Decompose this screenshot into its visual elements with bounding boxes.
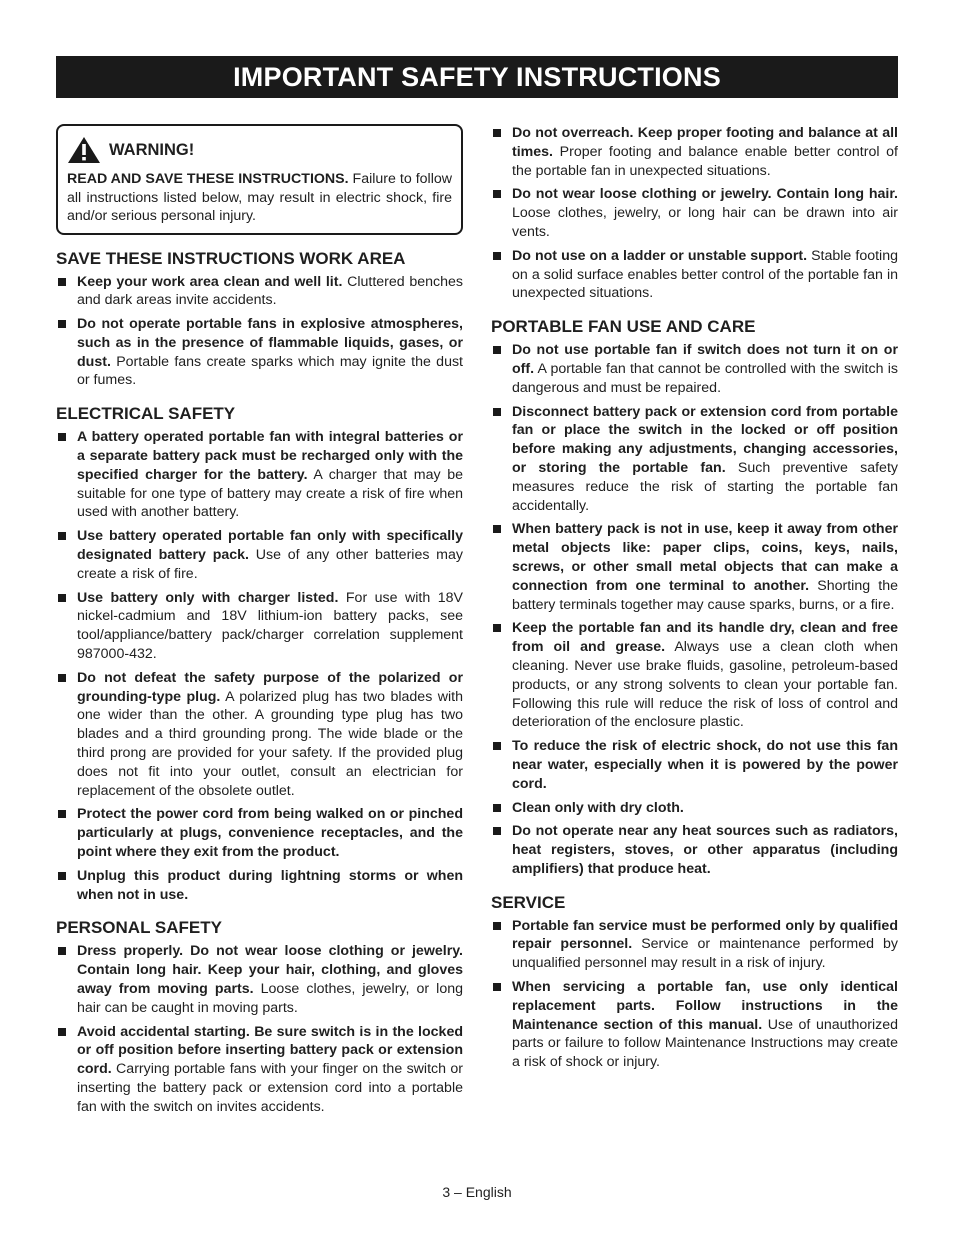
instruction-item: [491, 737, 898, 793]
square-bullet-icon: [493, 827, 501, 835]
section-heading: PORTABLE FAN USE AND CARE: [491, 317, 756, 337]
instruction-lead: Do not use portable fan if switch does not turn it on or off.: [512, 342, 898, 377]
instruction-text: Portable fans create sparks which may ignite the dust or fumes.: [77, 353, 463, 389]
square-bullet-icon: [493, 922, 501, 930]
square-bullet-icon: [58, 810, 66, 818]
warning-triangle-icon: [67, 136, 101, 164]
left-sections: [56, 249, 463, 1117]
instruction-text: Use of unauthorized parts or failure to follow Maintenance Instructions may create a risk of shock or injury.: [512, 1016, 898, 1071]
square-bullet-icon: [493, 408, 501, 416]
square-bullet-icon: [493, 624, 501, 632]
instruction-text: Stable footing on a solid surface enables better control of the portable fan in unexpected situations.: [512, 247, 898, 302]
square-bullet-icon: [493, 742, 501, 750]
instruction-item: [491, 341, 898, 397]
instruction-list: [491, 917, 898, 1072]
instruction-lead: Use battery operated portable fan only with specifically designated battery pack.: [77, 528, 463, 564]
instruction-lead: Protect the power cord from being walked on or pinched particularly at plugs, convenience receptacles, and the point where they exit from the product.: [77, 806, 463, 861]
instruction-text: Loose clothes, jewelry, or long hair can be drawn into air vents.: [512, 205, 898, 240]
instruction-lead: Do not use on a ladder or unstable support.: [512, 247, 808, 264]
square-bullet-icon: [493, 190, 501, 198]
section-personal-safety: [56, 918, 463, 1116]
instruction-text: Use of any other batteries may create a risk of fire.: [77, 547, 463, 582]
square-bullet-icon: [58, 433, 66, 441]
instruction-list: [56, 273, 463, 391]
square-bullet-icon: [58, 872, 66, 880]
instruction-item: [56, 867, 463, 905]
section-continued: [491, 124, 898, 303]
instruction-item: [56, 527, 463, 583]
instruction-text: A charger that may be suitable for one type of battery may create a risk of fire when used with another battery.: [77, 466, 463, 521]
page-title: IMPORTANT SAFETY INSTRUCTIONS: [56, 56, 898, 98]
page-footer: 3 – English: [442, 1184, 512, 1200]
square-bullet-icon: [58, 947, 66, 955]
instruction-item: [491, 124, 898, 180]
instruction-text: Cluttered benches and dark areas invite accidents.: [77, 273, 464, 309]
instruction-lead: Keep your work area clean and well lit.: [77, 273, 343, 290]
instruction-item: [56, 942, 463, 1017]
instruction-item: [491, 247, 898, 303]
instruction-lead: To reduce the risk of electric shock, do not use this fan near water, especially when it is powered by the power cord.: [512, 738, 898, 792]
section-portable-fan-use-and-care: [491, 317, 898, 879]
square-bullet-icon: [493, 129, 501, 137]
square-bullet-icon: [58, 674, 66, 682]
instruction-item: [491, 403, 898, 516]
section-heading: SAVE THESE INSTRUCTIONS WORK AREA: [56, 248, 406, 268]
instruction-text: A polarized plug has two blades with one wider than the other. A grounding type plug has two blades and a third grounding prong. The wide blade or the third prong are provided for your safety. If the provided plug does not fit into your outlet, consult an electrician for replacement of the obsolete outlet.: [77, 688, 463, 799]
instruction-text: A portable fan that cannot be controlled with the switch is dangerous and must be repaired.: [512, 360, 898, 396]
section-service: [491, 893, 898, 1072]
instruction-list: [56, 942, 463, 1116]
instruction-lead: Do not operate near any heat sources such as radiators, heat registers, stoves, or other apparatus (including amplifiers) that produce heat.: [512, 823, 898, 877]
instruction-item: [56, 589, 463, 664]
square-bullet-icon: [58, 532, 66, 540]
instruction-lead: Avoid accidental starting. Be sure switch is in the locked or off position before inserting battery pack or extension cord.: [77, 1023, 463, 1078]
instruction-item: [56, 428, 463, 522]
instruction-item: [491, 917, 898, 973]
instruction-item: [491, 185, 898, 241]
instruction-lead: Do not wear loose clothing or jewelry. Contain long hair.: [512, 186, 898, 203]
instruction-lead: Do not operate portable fans in explosive atmospheres, such as in the presence of flammable liquids, gases, or dust.: [77, 316, 463, 370]
right-sections: [491, 124, 898, 1072]
section-heading: SERVICE: [491, 892, 566, 912]
warning-body: Failure to follow all instructions listed below, may result in electric shock, fire and/or serious personal injury.: [67, 171, 452, 224]
instruction-lead: Do not defeat the safety purpose of the polarized or grounding-type plug.: [77, 669, 463, 705]
instruction-text: Always use a clean cloth when cleaning. Never use brake fluids, gasoline, petroleum-based products, or any strong solvents to clean your portable fan. Following this rule will reduce the risk of loss of control and deterioration of the enclosure plastic.: [512, 639, 898, 731]
square-bullet-icon: [58, 320, 66, 328]
instruction-text: Carrying portable fans with your finger on the switch or inserting the battery pack or extension cord into a portable fan with the switch on invites accidents.: [77, 1061, 463, 1115]
instruction-item: [491, 978, 898, 1072]
instruction-item: [56, 273, 463, 311]
instruction-text: Such preventive safety measures reduce the risk of starting the portable fan accidentally.: [512, 459, 898, 514]
square-bullet-icon: [493, 983, 501, 991]
section-electrical-safety: [56, 404, 463, 904]
left-column: [56, 124, 463, 1131]
square-bullet-icon: [58, 1028, 66, 1036]
square-bullet-icon: [493, 252, 501, 260]
square-bullet-icon: [493, 525, 501, 533]
instruction-list: [491, 124, 898, 303]
instruction-lead: A battery operated portable fan with integral batteries or a separate battery pack must be recharged only with the specified charger for the battery.: [77, 429, 463, 483]
instruction-lead: Use battery only with charger listed.: [77, 589, 339, 606]
instruction-item: [491, 619, 898, 732]
instruction-item: [56, 1023, 463, 1117]
instruction-text: Proper footing and balance enable better control of the portable fan in unexpected situations.: [512, 143, 898, 179]
warning-text: [67, 170, 452, 226]
instruction-list: [491, 341, 898, 879]
section-save-these-instructions-work-area: [56, 249, 463, 391]
instruction-lead: When battery pack is not in use, keep it away from other metal objects like: paper clips, coins, keys, nails, screws, or other small metal objects that can make a connection from one terminal to another.: [512, 521, 898, 594]
instruction-item: [491, 520, 898, 614]
section-heading: PERSONAL SAFETY: [56, 918, 222, 938]
instruction-item: [491, 822, 898, 878]
instruction-text: For use with 18V nickel-cadmium and 18V lithium-ion battery packs, see tool/appliance/battery pack/charger correlation supplement 987000-432.: [77, 589, 463, 663]
instruction-text: Shorting the battery terminals together may cause sparks, burns, or a fire.: [512, 577, 898, 613]
instruction-item: [56, 805, 463, 861]
instruction-lead: Dress properly. Do not wear loose clothing or jewelry. Contain long hair. Keep your hair, clothing, and gloves away from moving parts.: [77, 943, 463, 997]
warning-title: WARNING!: [109, 140, 195, 159]
square-bullet-icon: [493, 804, 501, 812]
instruction-text: Loose clothes, jewelry, or long hair can be caught in moving parts.: [77, 981, 463, 1016]
warning-lead: READ AND SAVE THESE INSTRUCTIONS.: [67, 171, 349, 187]
instruction-lead: Keep the portable fan and its handle dry, clean and free from oil and grease.: [512, 620, 898, 656]
instruction-list: [56, 428, 463, 904]
instruction-item: [56, 315, 463, 390]
warning-header: [67, 136, 452, 164]
warning-box: [56, 124, 463, 235]
instruction-text: Service or maintenance performed by unqualified personnel may result in a risk of injury.: [512, 936, 899, 972]
instruction-item: [56, 669, 463, 801]
instruction-lead: Do not overreach. Keep proper footing and balance at all times.: [512, 125, 898, 160]
section-heading: ELECTRICAL SAFETY: [56, 404, 236, 424]
right-column: [491, 124, 898, 1086]
instruction-lead: Clean only with dry cloth.: [512, 799, 684, 816]
instruction-lead: Unplug this product during lightning storms or when when not in use.: [77, 867, 463, 903]
instruction-lead: Portable fan service must be performed only by qualified repair personnel.: [512, 917, 898, 953]
square-bullet-icon: [58, 594, 66, 602]
instruction-lead: Disconnect battery pack or extension cord from portable fan or place the switch in the locked or off position before making any adjustments, changing accessories, or storing the portable fan.: [512, 403, 898, 476]
square-bullet-icon: [493, 346, 501, 354]
instruction-item: [491, 799, 898, 818]
instruction-lead: When servicing a portable fan, use only identical replacement parts. Follow instructions in the Maintenance section of this manual.: [512, 979, 898, 1033]
square-bullet-icon: [58, 278, 66, 286]
